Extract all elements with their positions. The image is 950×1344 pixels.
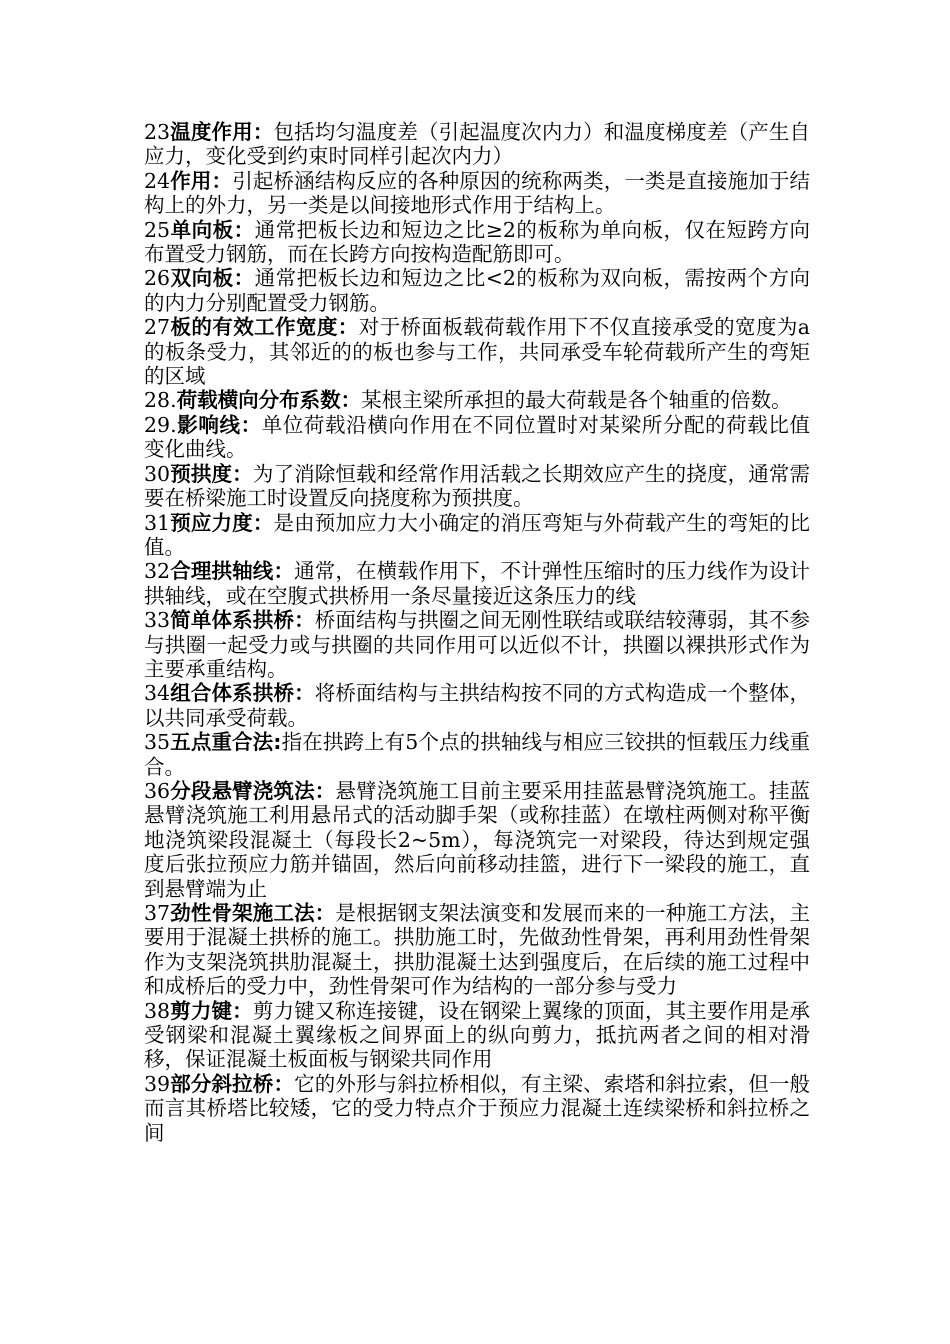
entry-definition: 桥面结构与拱圈之间无刚性联结或联结较薄弱，其不参与拱圈一起受力或与拱圈的共同作用可以近似不计，拱圈以裸拱形式作为主要承重结构。 <box>144 608 811 681</box>
entry-separator: ： <box>273 1071 295 1096</box>
entry-definition: 包括均匀温度差（引起温度次内力）和温度梯度差（产生自应力，变化受到约束时同样引起次内力） <box>144 120 811 169</box>
entry-31 <box>144 511 810 560</box>
entry-number: 36 <box>144 778 171 803</box>
entry-term: 作用 <box>170 168 212 193</box>
entry-separator: ： <box>294 681 315 706</box>
entry-definition: 为了消除恒载和经常作用活载之长期效应产生的挠度，通常需要在桥梁施工时设置反向挠度称为预拱度。 <box>144 461 811 511</box>
entry-term: 预拱度 <box>170 461 233 486</box>
entry-separator: ： <box>252 120 274 144</box>
entry-separator: ： <box>233 217 255 242</box>
entry-term: 组合体系拱桥 <box>170 681 295 706</box>
entry-term: 分段悬臂浇筑法 <box>170 778 315 803</box>
entry-36 <box>144 779 810 901</box>
entry-number: 23 <box>144 120 171 144</box>
entry-30 <box>144 462 810 511</box>
entry-35 <box>144 730 810 779</box>
entry-separator: : <box>273 730 282 755</box>
entry-number: 24 <box>144 168 171 193</box>
entry-26 <box>144 266 810 315</box>
entry-number: 30 <box>144 461 171 486</box>
entry-definition: 对于桥面板载荷载作用下不仅直接承受的宽度为a的板条受力，其邻近的的板也参与工作，共同承受车轮荷载所产生的弯矩的区域 <box>144 315 811 389</box>
entry-number: 39 <box>144 1071 171 1096</box>
entry-definition: 引起桥涵结构反应的各种原因的统称两类，一类是直接施加于结构上的外力，另一类是以间接地形式作用于结构上。 <box>144 168 811 218</box>
entry-definition: 将桥面结构与主拱结构按不同的方式构造成一个整体，以共同承受荷载。 <box>144 681 811 730</box>
entry-term: 板的有效工作宽度 <box>170 315 338 340</box>
entry-separator: ： <box>340 388 362 413</box>
entry-definition: 通常，在横载作用下，不计弹性压缩时的压力线作为设计拱轴线，或在空腹式拱桥用一条尽量接近这条压力的线 <box>144 559 811 608</box>
entry-29 <box>144 413 810 462</box>
entry-number: 29. <box>144 412 177 437</box>
entry-28 <box>144 388 810 412</box>
entry-39 <box>144 1072 810 1145</box>
entry-term: 影响线 <box>176 412 241 437</box>
entry-term: 合理拱轴线 <box>170 559 274 584</box>
entry-definition: 单位荷载沿横向作用在不同位置时对某梁所分配的荷载比值变化曲线。 <box>144 412 811 462</box>
entry-definition: 它的外形与斜拉桥相似，有主梁、索塔和斜拉索，但一般而言其桥塔比较矮，它的受力特点介于预应力混凝土连续梁桥和斜拉桥之间 <box>144 1071 811 1145</box>
entry-term: 预应力度 <box>170 510 253 535</box>
entry-23 <box>144 120 810 169</box>
entry-term: 部分斜拉桥 <box>170 1071 274 1096</box>
entry-38 <box>144 999 810 1072</box>
entry-number: 25 <box>144 217 171 242</box>
entry-27 <box>144 315 810 388</box>
entry-number: 35 <box>144 730 171 755</box>
entry-definition: 剪力键又称连接键，设在钢梁上翼缘的顶面，其主要作用是承受钢梁和混凝土翼缘板之间界面上的纵向剪力，抵抗两者之间的相对滑移，保证混凝土板面板与钢梁共同作用 <box>144 998 811 1072</box>
entry-definition: 指在拱跨上有5个点的拱轴线与相应三铰拱的恒载压力线重合。 <box>144 730 810 779</box>
entry-separator: ： <box>232 461 253 486</box>
entry-definition: 通常把板长边和短边之比<2的板称为双向板，需按两个方向的内力分别配置受力钢筋。 <box>144 266 811 315</box>
entry-number: 37 <box>144 901 171 925</box>
entry-term: 双向板 <box>170 266 234 291</box>
entry-separator: ： <box>337 315 359 340</box>
entry-term: 温度作用 <box>170 120 253 144</box>
entry-number: 27 <box>144 315 171 340</box>
entry-separator: ： <box>273 559 295 584</box>
entry-term: 剪力键 <box>170 998 233 1023</box>
entry-definition: 悬臂浇筑施工目前主要采用挂蓝悬臂浇筑施工。挂蓝悬臂浇筑施工利用悬吊式的活动脚手架（或称挂蓝）在墩柱两侧对称平衡地浇筑梁段混凝土（每段长2~5m），每浇筑完一对梁段，待达到规定强度后张拉预应力筋并锚固，然后向前移动挂篮，进行下一梁段的施工，直到悬臂端为止 <box>144 778 811 901</box>
entry-number: 28. <box>144 388 177 413</box>
entry-number: 26 <box>144 266 171 291</box>
entry-separator: ： <box>232 998 253 1023</box>
entry-number: 33 <box>144 608 171 633</box>
entry-definition: 某根主梁所承担的最大荷载是各个轴重的倍数。 <box>361 388 792 413</box>
entry-separator: ： <box>233 266 255 291</box>
entry-separator: ： <box>211 168 233 193</box>
entry-separator: ： <box>240 412 262 437</box>
entry-term: 荷载横向分布系数 <box>176 388 341 413</box>
entry-term: 五点重合法 <box>170 730 274 755</box>
entry-32 <box>144 559 810 608</box>
glossary-entries <box>144 120 810 1145</box>
entry-34 <box>144 681 810 730</box>
entry-term: 单向板 <box>170 217 234 242</box>
entry-33 <box>144 608 810 681</box>
entry-term: 简单体系拱桥 <box>170 608 295 633</box>
entry-definition: 通常把板长边和短边之比≥2的板称为单向板，仅在短跨方向布置受力钢筋，而在长跨方向按构造配筋即可。 <box>144 217 811 267</box>
entry-24 <box>144 169 810 218</box>
entry-separator: ： <box>314 778 336 803</box>
entry-number: 34 <box>144 681 171 706</box>
entry-separator: ： <box>252 510 274 535</box>
entry-definition: 是根据钢支架法演变和发展而来的一种施工方法，主要用于混凝土拱桥的施工。拱肋施工时，先做劲性骨架，再利用劲性骨架作为支架浇筑拱肋混凝土，拱肋混凝土达到强度后，在后续的施工过程中和成桥后的受力中，劲性骨架可作为结构的一部分参与受力 <box>144 901 811 999</box>
entry-separator: ： <box>314 901 336 925</box>
entry-number: 38 <box>144 998 171 1023</box>
entry-37 <box>144 901 810 999</box>
entry-definition: 是由预加应力大小确定的消压弯矩与外荷载产生的弯矩的比值。 <box>144 510 811 559</box>
entry-number: 32 <box>144 559 171 584</box>
entry-term: 劲性骨架施工法 <box>170 901 315 925</box>
entry-25 <box>144 218 810 267</box>
entry-separator: ： <box>294 608 315 633</box>
entry-number: 31 <box>144 510 171 535</box>
